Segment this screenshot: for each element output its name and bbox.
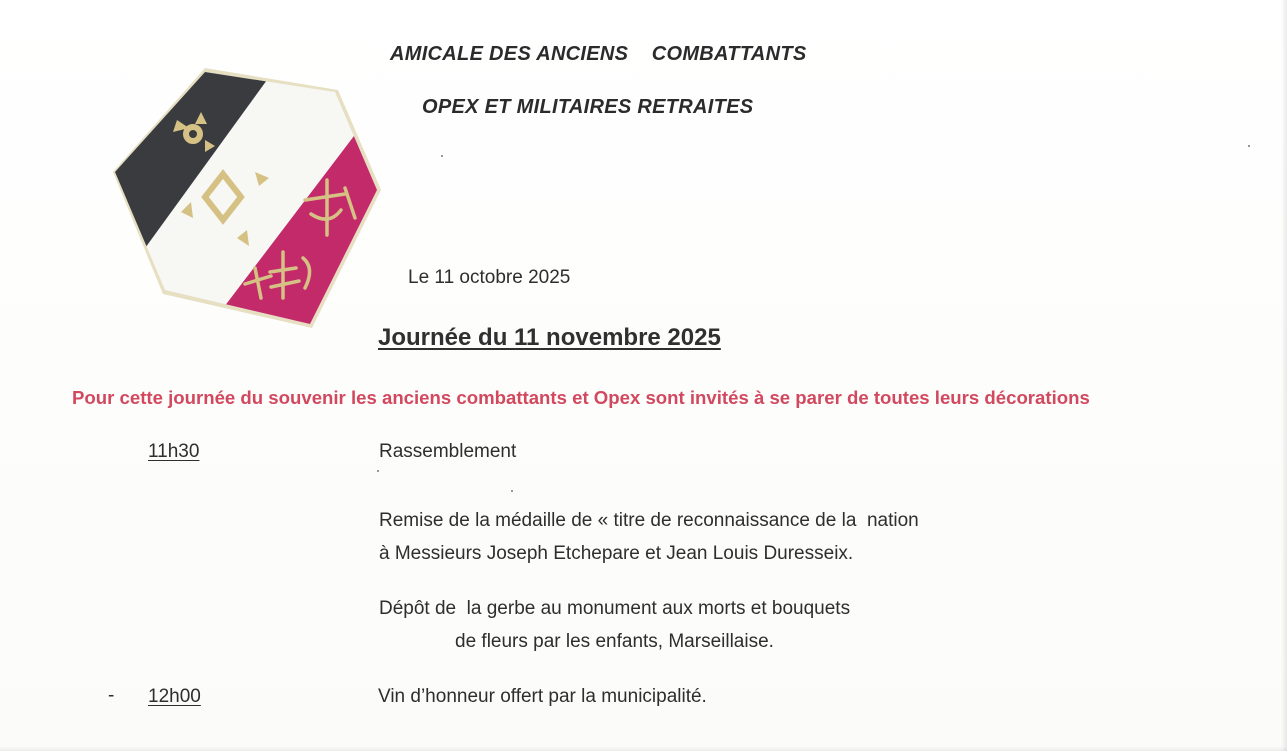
document-date: Le 11 octobre 2025 bbox=[408, 267, 571, 288]
scan-speck bbox=[441, 155, 443, 157]
scan-edge-shadow bbox=[1281, 0, 1287, 751]
schedule-item-vin-honneur: Vin d’honneur offert par la municipalité. bbox=[378, 686, 707, 707]
schedule-item-depot-line2: de fleurs par les enfants, Marseillaise. bbox=[455, 631, 774, 652]
scan-speck bbox=[377, 470, 379, 472]
schedule-item-rassemblement: Rassemblement bbox=[379, 441, 517, 462]
schedule-time-1130: 11h30 bbox=[148, 441, 200, 462]
scan-speck bbox=[1248, 145, 1250, 147]
dress-code-notice: Pour cette journée du souvenir les anciens combattants et Opex sont invités à se parer de toutes leurs décorations bbox=[72, 387, 1090, 408]
scan-edge-shadow bbox=[0, 746, 1287, 751]
page-heading: Journée du 11 novembre 2025 bbox=[378, 324, 721, 351]
schedule-item-remise-line1: Remise de la médaille de « titre de reconnaissance de la nation bbox=[379, 510, 919, 531]
association-title-line2: OPEX ET MILITAIRES RETRAITES bbox=[422, 96, 754, 118]
association-title-line1: AMICALE DES ANCIENS COMBATTANTS bbox=[390, 43, 807, 65]
schedule-item-depot-line1: Dépôt de la gerbe au monument aux morts et bouquets bbox=[379, 598, 851, 619]
schedule-item-remise-line2: à Messieurs Joseph Etchepare et Jean Louis Duresseix. bbox=[379, 543, 854, 564]
regimental-insignia-icon bbox=[105, 62, 390, 332]
schedule-time-1200: 12h00 bbox=[148, 686, 201, 707]
list-dash: - bbox=[108, 685, 115, 706]
scan-speck bbox=[511, 490, 513, 492]
